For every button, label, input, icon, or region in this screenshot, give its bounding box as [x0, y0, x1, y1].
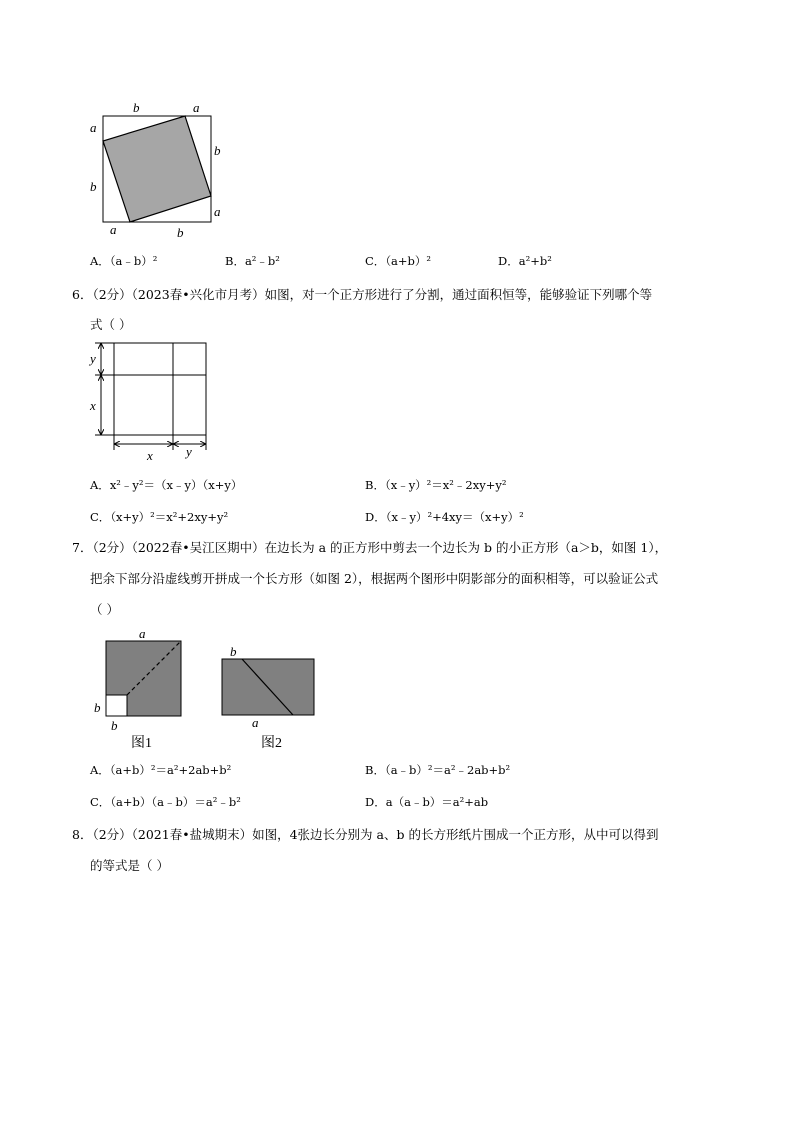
- figure-grid-square: [85, 338, 215, 466]
- fig2-caption: 图2: [261, 736, 282, 751]
- fig1-label-b-left: b: [94, 700, 101, 715]
- fig1-caption: 图1: [131, 736, 152, 751]
- q6-option-d: D．（x﹣y）²+4xy＝（x+y）²: [365, 510, 524, 524]
- label-right-a: a: [214, 204, 221, 219]
- figure-1-square-cut: [88, 625, 188, 750]
- fig1-small-white-square: [106, 695, 127, 716]
- label-top-b: b: [133, 100, 140, 115]
- fig1-label-a: a: [139, 626, 146, 641]
- label-left-a: a: [90, 120, 97, 135]
- grid-square-outline: [114, 343, 206, 435]
- q7-stem-line1: 7．（2分）（2022春•吴江区期中）在边长为 a 的正方形中剪去一个边长为 b 的小正方形（a＞b，如图 1），: [72, 540, 668, 555]
- label-bottom-b: b: [177, 225, 184, 240]
- label-top-a: a: [193, 100, 200, 115]
- figure-2-rectangle: [215, 640, 325, 750]
- q7-option-c: C．（a+b）（a﹣b）＝a²﹣b²: [90, 795, 241, 809]
- label-bottom-a: a: [110, 222, 117, 237]
- q8-stem-line1: 8．（2分）（2021春•盐城期末）如图，4张边长分别为 a、b 的长方形纸片围成一个正方形，从中可以得到: [72, 827, 659, 842]
- q7-option-d: D．a（a﹣b）＝a²+ab: [365, 795, 489, 809]
- label-x-bottom: x: [147, 448, 153, 463]
- q7-option-a: A．（a+b）²＝a²+2ab+b²: [90, 763, 232, 777]
- q6-stem-line1: 6．（2分）（2023春•兴化市月考）如图，对一个正方形进行了分割，通过面积恒等，能够验证下列哪个等: [72, 287, 653, 302]
- q5-option-a: A．（a﹣b）²: [90, 254, 158, 268]
- q5-option-b: B．a²﹣b²: [225, 254, 280, 268]
- figure-square-in-square: [80, 95, 230, 240]
- q6-option-a: A．x²﹣y²＝（x﹣y）（x+y）: [90, 478, 243, 492]
- q5-option-d: D．a²+b²: [498, 254, 552, 268]
- fig2-label-a: a: [252, 715, 259, 730]
- q6-stem-line2: 式（ ）: [90, 317, 132, 332]
- label-left-b: b: [90, 179, 97, 194]
- label-y-bottom: y: [186, 444, 192, 459]
- q7-stem-line3: （ ）: [90, 602, 119, 617]
- label-x-left: x: [90, 398, 96, 413]
- q6-option-b: B．（x﹣y）²＝x²﹣2xy+y²: [365, 478, 507, 492]
- label-right-b: b: [214, 143, 221, 158]
- q8-stem-line2: 的等式是（ ）: [90, 858, 169, 873]
- q5-option-c: C．（a+b）²: [365, 254, 432, 268]
- fig2-label-b: b: [230, 644, 237, 659]
- label-y-left: y: [90, 351, 96, 366]
- q7-option-b: B．（a﹣b）²＝a²﹣2ab+b²: [365, 763, 511, 777]
- q7-stem-line2: 把余下部分沿虚线剪开拼成一个长方形（如图 2），根据两个图形中阴影部分的面积相等，可以验证公式: [90, 571, 659, 586]
- q6-option-c: C．（x+y）²＝x²+2xy+y²: [90, 510, 229, 524]
- fig1-label-b-bottom: b: [111, 718, 118, 733]
